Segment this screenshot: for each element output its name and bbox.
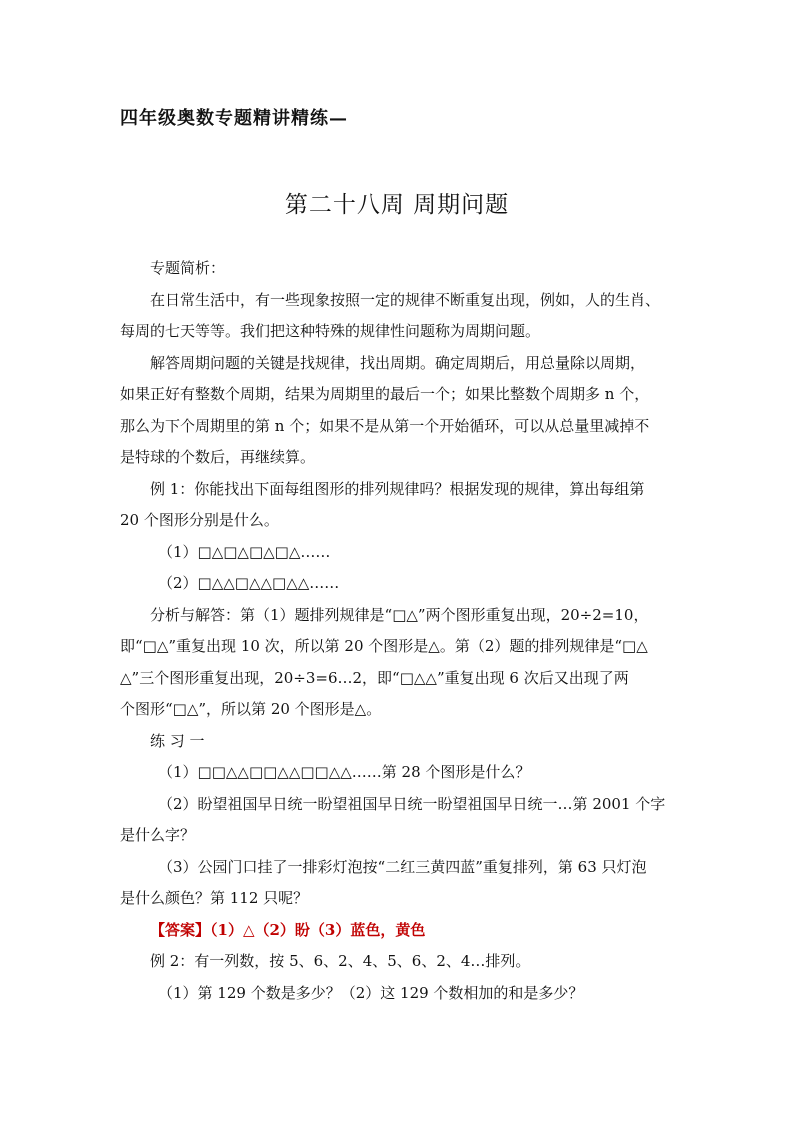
exercise-1-question-3-line-1: （3）公园门口挂了一排彩灯泡按“二红三黄四蓝”重复排列，第 63 只灯泡 xyxy=(158,857,647,876)
example-1-question-line-2: 20 个图形分别是什么。 xyxy=(120,511,279,529)
exercise-1-label: 练 习 一 xyxy=(150,731,205,750)
document-body xyxy=(120,253,668,1009)
intro-paragraph-1-line-1: 在日常生活中，有一些现象按照一定的规律不断重复出现，例如，人的生肖、 xyxy=(150,290,661,309)
intro-label: 专题简析： xyxy=(150,259,226,277)
intro-paragraph-2-line-1: 解答周期问题的关键是找规律，找出周期。确定周期后，用总量除以周期， xyxy=(150,353,646,372)
example-1-analysis-line-1: 分析与解答：第（1）题排列规律是“□△”两个图形重复出现，20÷2=10， xyxy=(150,605,649,624)
intro-paragraph-2-line-2: 如果正好有整数个周期，结果为周期里的最后一个；如果比整数个周期多 n 个， xyxy=(120,385,650,403)
exercise-1-question-1: （1）□□△△□□△△□□△△……第 28 个图形是什么？ xyxy=(158,763,531,781)
example-1-analysis-line-2: 即“□△”重复出现 10 次，所以第 20 个图形是△。第（2）题的排列规律是“□△ xyxy=(120,637,648,655)
example-2-question: 例 2：有一列数，按 5、6、2、4、5、6、2、4…排列。 xyxy=(150,952,531,970)
document-header: 四年级奥数专题精讲精练— xyxy=(120,108,348,129)
example-1-item-2: （2）□△△□△△□△△…… xyxy=(158,574,340,592)
exercise-1-question-3-line-2: 是什么颜色？第 112 只呢？ xyxy=(120,889,309,907)
exercise-1-question-2-line-2: 是什么字？ xyxy=(120,826,196,844)
example-1-item-1: （1）□△□△□△□△…… xyxy=(158,542,331,561)
example-2-items: （1）第 129 个数是多少？（2）这 129 个数相加的和是多少？ xyxy=(158,983,584,1002)
example-1-question-line-1: 例 1：你能找出下面每组图形的排列规律吗？根据发现的规律，算出每组第 xyxy=(150,479,645,498)
example-1-analysis-line-3: △”三个图形重复出现，20÷3=6…2，即“□△△”重复出现 6 次后又出现了两 xyxy=(120,668,629,687)
exercise-1-answer: 【答案】（1）△（2）盼（3）蓝色，黄色 xyxy=(150,920,426,939)
intro-paragraph-2-line-3: 那么为下个周期里的第 n 个；如果不是从第一个开始循环，可以从总量里减掉不 xyxy=(120,416,650,435)
exercise-1-question-2-line-1: （2）盼望祖国早日统一盼望祖国早日统一盼望祖国早日统一…第 2001 个字 xyxy=(158,794,666,813)
example-1-analysis-line-4: 个图形“□△”，所以第 20 个图形是△。 xyxy=(120,700,382,718)
page-title: 第二十八周 周期问题 xyxy=(284,192,510,218)
intro-paragraph-1-line-2: 每周的七天等等。我们把这种特殊的规律性问题称为周期问题。 xyxy=(120,322,541,340)
intro-paragraph-2-line-4: 是特球的个数后，再继续算。 xyxy=(120,448,316,466)
